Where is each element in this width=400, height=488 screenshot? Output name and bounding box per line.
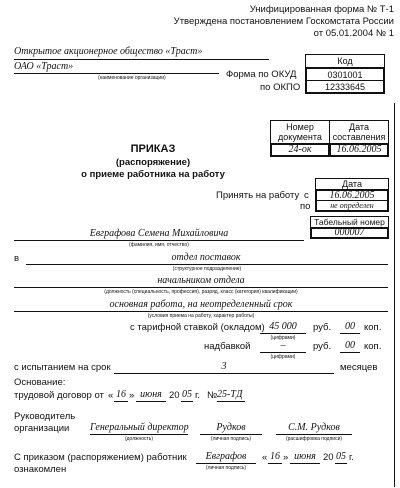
head-decoding-line [276, 434, 352, 435]
basis-label: Основание: [14, 377, 66, 388]
basis-year: 05 [182, 389, 192, 400]
head-label-1: Руководитель [14, 411, 76, 422]
bonus-kop-label: коп. [364, 341, 382, 352]
conditions-line [14, 311, 388, 312]
rate-kop: 00 [345, 321, 355, 332]
position-line [14, 287, 388, 288]
doc-date-value: 16.06.2005 [336, 144, 382, 155]
doc-number-header-cell [270, 120, 330, 144]
org-caption: (наименование организации) [98, 75, 166, 81]
acquainted-label-2: ознакомлен [14, 464, 67, 475]
acquainted-q-close: » [283, 452, 289, 463]
in-label: в [14, 253, 20, 264]
bonus-rub-caption: (цифрами) [270, 354, 296, 360]
acquainted-signature-caption: (личная подпись) [205, 465, 247, 471]
acquainted-signature: Евграфов [205, 451, 247, 462]
org-line-2 [14, 73, 219, 74]
bonus-kop-line [340, 352, 360, 353]
rate-rub-line [260, 333, 306, 334]
head-position: Генеральный директор [90, 422, 189, 433]
approved-by: Утверждена постановлением Госкомстата России [173, 16, 394, 27]
acquainted-month: июня [294, 451, 316, 462]
doc-date-header: Дата составления [332, 122, 386, 142]
order-subtitle: (распоряжение) [115, 157, 191, 168]
okpo-cell [305, 80, 385, 94]
acquainted-signature-line [196, 463, 256, 464]
department-value: отдел поставок [171, 252, 241, 263]
doc-date-cell [329, 143, 389, 157]
doc-date-header-cell [329, 120, 389, 144]
department-caption: (структурное подразделение) [172, 266, 242, 272]
basis-day: 16 [116, 389, 126, 400]
probation-value: 3 [221, 361, 227, 372]
bonus-kop: 00 [345, 340, 355, 351]
acquainted-q-open: « [262, 452, 268, 463]
probation-label: с испытанием на срок [14, 362, 111, 373]
conditions-caption: (условия приема на работу, характер работы) [147, 313, 255, 319]
okud-cell [305, 67, 385, 81]
head-signature: Рудков [216, 422, 246, 433]
codes-header: Код [337, 56, 353, 66]
basis-number: 25-ТД [217, 389, 243, 400]
basis-year-line [181, 401, 193, 402]
basis-q-open: « [108, 390, 114, 401]
basis-month-line [136, 401, 166, 402]
rate-rub-caption: (цифрами) [270, 335, 296, 341]
doc-number-cell [270, 143, 330, 157]
basis-q-close: » [129, 390, 135, 401]
head-decoding-caption: (расшифровка подписи) [285, 436, 343, 442]
employee-name-line [14, 240, 304, 241]
rate-label: с тарифной ставкой (окладом) [130, 322, 265, 333]
contract-label: трудовой договор от [14, 390, 104, 401]
okud-value: 0301001 [327, 69, 363, 80]
doc-number-header: Номер документа [278, 122, 322, 142]
acquainted-year-prefix: 20 [323, 452, 334, 463]
hire-to-cell [315, 200, 389, 212]
okud-label: Форма по ОКУД [226, 69, 297, 80]
hire-from-value: 16.06.2005 [329, 189, 375, 201]
probation-unit: месяцев [340, 362, 378, 373]
order-title: ПРИКАЗ [130, 143, 176, 155]
basis-number-label: № [207, 390, 218, 401]
page-edge-line [394, 103, 395, 487]
acquainted-year-suffix: г. [349, 452, 354, 463]
tab-number-cell [310, 227, 389, 239]
accept-label: Принять на работу [216, 190, 300, 201]
basis-number-line [217, 401, 245, 402]
form-name: Унифицированная форма № Т-1 [249, 4, 394, 15]
position-value: начальником отдела [157, 275, 245, 286]
hire-to-value: не определен [330, 200, 374, 210]
position-caption: (должность (специальность, профессия), разряд, класс (категория) квалификации) [104, 289, 298, 295]
bonus-label: надбавкой [204, 341, 251, 352]
employee-name: Евграфова Семена Михайловича [89, 228, 229, 239]
org-name-full: Открытое акционерное общество «Траст» [14, 46, 203, 57]
head-signature-caption: (личная подпись) [210, 436, 252, 442]
head-position-caption: (должность) [124, 436, 154, 442]
head-signature-line [200, 434, 262, 435]
acquainted-day: 16 [270, 451, 280, 462]
rate-kop-label: коп. [364, 322, 382, 333]
codes-header-cell [305, 54, 385, 68]
acquainted-year-line [335, 463, 347, 464]
from-label: с [304, 190, 309, 201]
employee-name-caption: (фамилия, имя, отчество) [129, 242, 189, 248]
head-label-2: организации [14, 423, 70, 434]
bonus-rub-label: руб. [313, 341, 332, 352]
acquainted-month-line [290, 463, 320, 464]
rate-rub: 45 000 [269, 321, 297, 332]
probation-line [114, 373, 334, 374]
basis-year-suffix: г. [195, 390, 200, 401]
tab-number-header: Табельный номер [314, 217, 385, 227]
acquainted-day-line [268, 463, 282, 464]
head-decoding: С.М. Рудков [288, 422, 340, 433]
basis-month: июня [140, 389, 162, 400]
basis-day-line [114, 401, 128, 402]
rate-kop-line [340, 333, 360, 334]
conditions-value: основная работа, на неотределенный срок [109, 299, 293, 310]
acquainted-year: 05 [336, 451, 346, 462]
org-line-1 [14, 59, 269, 60]
tab-number-value: 000007 [334, 227, 365, 238]
okpo-value: 12333645 [324, 81, 366, 92]
hire-date-header: Дата [342, 179, 362, 189]
okpo-label: по ОКПО [260, 82, 301, 93]
to-label: по [300, 201, 311, 212]
org-name-short: ОАО «Траст» [14, 61, 74, 72]
order-about: о приеме работника на работу [81, 169, 225, 180]
basis-year-prefix: 20 [169, 390, 180, 401]
doc-number-value: 24-ок [288, 144, 312, 155]
bonus-rub-line [260, 352, 306, 353]
department-line [26, 264, 388, 265]
approved-date: от 05.01.2004 № 1 [313, 28, 394, 39]
acquainted-label-1: С приказом (распоряжением) работник [14, 452, 187, 463]
bonus-rub: – [280, 340, 286, 351]
head-position-line [90, 434, 188, 435]
rate-rub-label: руб. [313, 322, 332, 333]
